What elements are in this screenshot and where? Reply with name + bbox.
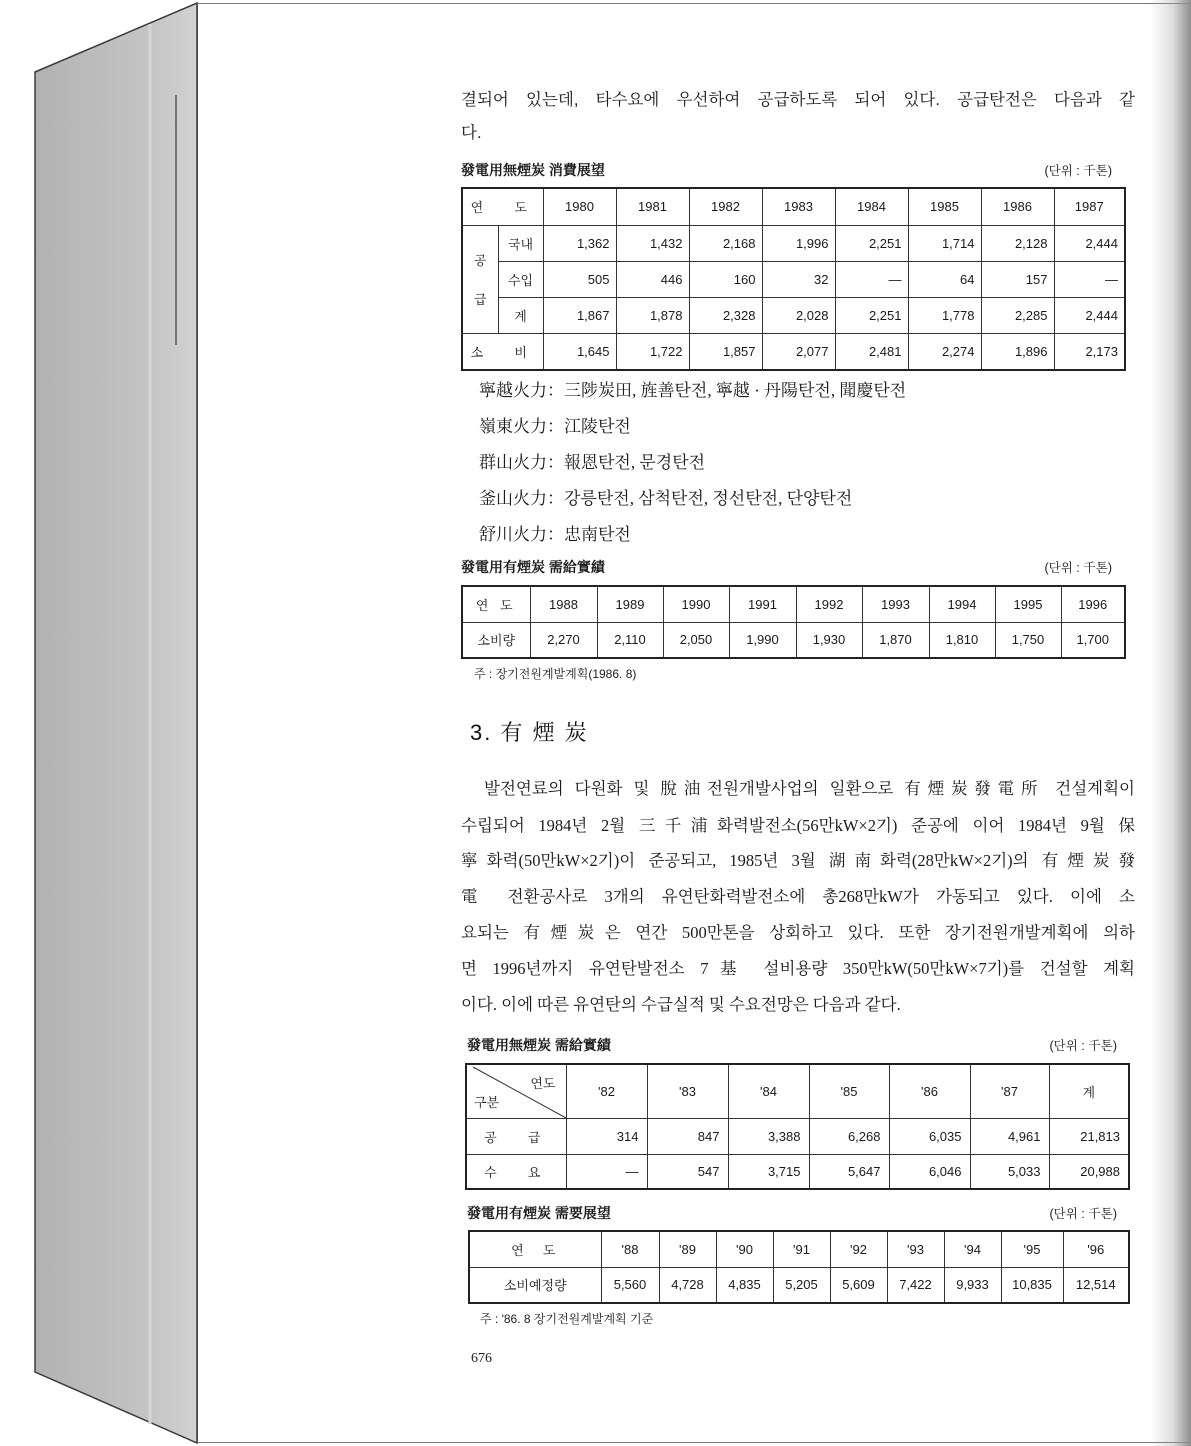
table1-anthracite-consumption bbox=[461, 187, 1126, 371]
year-cell: '90 bbox=[716, 1231, 773, 1267]
value-cell: 2,444 bbox=[1054, 225, 1125, 261]
value-cell: 10,835 bbox=[1001, 1267, 1063, 1303]
intro-line-2: 다. bbox=[461, 124, 482, 142]
year-cell: '87 bbox=[970, 1064, 1049, 1118]
table4-note: 주 : '86. 8 장기전원계발계획 기준 bbox=[480, 1312, 654, 1326]
value-cell: 2,285 bbox=[981, 297, 1054, 333]
value-cell: 1,700 bbox=[1061, 622, 1125, 658]
plant-line-2: 嶺東火力：江陵탄전 bbox=[479, 417, 631, 436]
paragraph-line-5: 요되는 有煙炭은 연간 500만톤을 상회하고 있다. 또한 장기전원개발계획에 의하 bbox=[461, 923, 1135, 942]
year-cell: '83 bbox=[647, 1064, 728, 1118]
year-cell: 1986 bbox=[981, 188, 1054, 225]
year-header-cell: 연 도 bbox=[462, 188, 543, 225]
value-cell: 6,035 bbox=[889, 1118, 970, 1154]
year-cell: 1990 bbox=[663, 586, 729, 622]
value-cell: 2,028 bbox=[762, 297, 835, 333]
value-cell: 1,432 bbox=[616, 225, 689, 261]
value-cell: 5,033 bbox=[970, 1154, 1049, 1189]
page-number: 676 bbox=[471, 1351, 492, 1366]
value-cell: — bbox=[835, 261, 908, 297]
value-cell: 5,647 bbox=[809, 1154, 889, 1189]
year-cell: '84 bbox=[728, 1064, 809, 1118]
year-cell: 1980 bbox=[543, 188, 616, 225]
row-label: 수 요 bbox=[466, 1154, 566, 1189]
value-cell: 21,813 bbox=[1049, 1118, 1129, 1154]
table3-unit: (단위 : 千톤) bbox=[1049, 1039, 1117, 1053]
value-cell: 64 bbox=[908, 261, 981, 297]
value-cell: 7,422 bbox=[887, 1267, 944, 1303]
value-cell: 9,933 bbox=[944, 1267, 1001, 1303]
value-cell: 2,168 bbox=[689, 225, 762, 261]
plant-line-4: 釜山火力：강릉탄전, 삼척탄전, 정선탄전, 단양탄전 bbox=[479, 489, 853, 508]
value-cell: 1,714 bbox=[908, 225, 981, 261]
year-cell: '92 bbox=[830, 1231, 887, 1267]
table2-bituminous-supply bbox=[461, 585, 1126, 659]
page-right-shadow bbox=[1150, 0, 1191, 1446]
value-cell: 1,896 bbox=[981, 333, 1054, 370]
book-page-stack bbox=[0, 0, 200, 1446]
year-cell: '88 bbox=[601, 1231, 659, 1267]
year-cell: 1996 bbox=[1061, 586, 1125, 622]
supply-group-cell bbox=[462, 225, 498, 333]
value-cell: 1,645 bbox=[543, 333, 616, 370]
value-cell: 847 bbox=[647, 1118, 728, 1154]
year-cell: 계 bbox=[1049, 1064, 1129, 1118]
table2-value-row bbox=[462, 622, 1125, 658]
value-cell: 5,560 bbox=[601, 1267, 659, 1303]
corner-diagonal-cell bbox=[466, 1064, 566, 1118]
table4-header-row bbox=[469, 1231, 1129, 1267]
value-cell: 2,481 bbox=[835, 333, 908, 370]
plant-line-3: 群山火力：報恩탄전, 문경탄전 bbox=[479, 453, 706, 472]
table1-header-row bbox=[462, 188, 1125, 225]
value-cell: 2,110 bbox=[597, 622, 663, 658]
value-cell: 1,857 bbox=[689, 333, 762, 370]
supply-label-bottom: 급 bbox=[473, 292, 487, 307]
value-cell: 2,328 bbox=[689, 297, 762, 333]
value-cell: 4,961 bbox=[970, 1118, 1049, 1154]
value-cell: 1,750 bbox=[995, 622, 1061, 658]
value-cell: 2,128 bbox=[981, 225, 1054, 261]
value-cell: 5,609 bbox=[830, 1267, 887, 1303]
paragraph-line-6: 면 1996년까지 유연탄발전소 7基 설비용량 350만kW(50만kW×7기)를 건설할 계획 bbox=[461, 959, 1135, 978]
table1-supply-row bbox=[462, 261, 1125, 297]
corner-label-category: 구분 bbox=[474, 1094, 500, 1110]
table1-supply-row bbox=[462, 225, 1125, 261]
year-cell: 1985 bbox=[908, 188, 981, 225]
year-cell: 1991 bbox=[729, 586, 796, 622]
value-cell: 3,388 bbox=[728, 1118, 809, 1154]
value-cell: 2,173 bbox=[1054, 333, 1125, 370]
value-cell: 6,046 bbox=[889, 1154, 970, 1189]
year-cell: '91 bbox=[773, 1231, 830, 1267]
value-cell: 1,870 bbox=[862, 622, 929, 658]
value-cell: 1,722 bbox=[616, 333, 689, 370]
value-cell: 1,996 bbox=[762, 225, 835, 261]
year-cell: 1982 bbox=[689, 188, 762, 225]
paragraph-line-4: 電 전환공사로 3개의 유연탄화력발전소에 총268만kW가 가동되고 있다. 이에 소 bbox=[461, 887, 1135, 906]
value-cell: 1,878 bbox=[616, 297, 689, 333]
table2-header-row bbox=[462, 586, 1125, 622]
table3-supply-demand bbox=[465, 1063, 1130, 1190]
year-cell: '86 bbox=[889, 1064, 970, 1118]
value-cell: 446 bbox=[616, 261, 689, 297]
table3-title: 發電用無煙炭 需給實績 bbox=[467, 1037, 611, 1053]
table4-title: 發電用有煙炭 需要展望 bbox=[467, 1205, 611, 1221]
table4-demand-outlook bbox=[468, 1230, 1130, 1304]
section-heading: 3. 有 煙 炭 bbox=[470, 720, 589, 745]
table2-title: 發電用有煙炭 需給實績 bbox=[461, 559, 605, 575]
year-cell: 1992 bbox=[796, 586, 862, 622]
year-cell: '96 bbox=[1063, 1231, 1129, 1267]
year-cell: 1987 bbox=[1054, 188, 1125, 225]
value-cell: 2,251 bbox=[835, 225, 908, 261]
value-cell: 314 bbox=[566, 1118, 647, 1154]
value-cell: 1,867 bbox=[543, 297, 616, 333]
year-cell: 1995 bbox=[995, 586, 1061, 622]
paragraph-line-2: 수립되어 1984년 2월 三千浦화력발전소(56만kW×2기) 준공에 이어 1984년 9월 保 bbox=[461, 816, 1135, 835]
year-cell: '95 bbox=[1001, 1231, 1063, 1267]
paragraph-line-3: 寧화력(50만kW×2기)이 준공되고, 1985년 3월 湖南화력(28만kW×2기)의 有煙炭發 bbox=[461, 851, 1135, 870]
year-cell: 1981 bbox=[616, 188, 689, 225]
supply-group-label bbox=[463, 250, 498, 308]
year-cell: 1988 bbox=[530, 586, 597, 622]
table1-caption bbox=[461, 160, 1112, 180]
row-label: 소비예정량 bbox=[469, 1267, 601, 1303]
value-cell: 505 bbox=[543, 261, 616, 297]
value-cell: 160 bbox=[689, 261, 762, 297]
value-cell: 20,988 bbox=[1049, 1154, 1129, 1189]
year-cell: 1983 bbox=[762, 188, 835, 225]
intro-line-1: 결되어 있는데, 타수요에 우선하여 공급하도록 되어 있다. 공급탄전은 다음과 같 bbox=[461, 91, 1135, 109]
consumption-label: 소 비 bbox=[462, 333, 543, 370]
value-cell: 2,050 bbox=[663, 622, 729, 658]
value-cell: — bbox=[566, 1154, 647, 1189]
year-cell: 1993 bbox=[862, 586, 929, 622]
year-cell: '94 bbox=[944, 1231, 1001, 1267]
corner-label-year: 연도 bbox=[530, 1076, 556, 1091]
value-cell: 157 bbox=[981, 261, 1054, 297]
table3-header-row bbox=[466, 1064, 1129, 1118]
value-cell: 4,835 bbox=[716, 1267, 773, 1303]
year-header-cell: 연 도 bbox=[469, 1231, 601, 1267]
value-cell: 6,268 bbox=[809, 1118, 889, 1154]
supply-row-label: 국내 bbox=[498, 225, 543, 261]
value-cell: — bbox=[1054, 261, 1125, 297]
value-cell: 2,077 bbox=[762, 333, 835, 370]
table2-unit: (단위 : 千톤) bbox=[1044, 561, 1112, 575]
table2-caption bbox=[461, 557, 1112, 577]
paragraph-line-7: 이다. 이에 따른 유연탄의 수급실적 및 수요전망은 다음과 같다. bbox=[461, 995, 901, 1014]
year-cell: 1989 bbox=[597, 586, 663, 622]
year-header-cell: 연 도 bbox=[462, 586, 530, 622]
value-cell: 1,810 bbox=[929, 622, 995, 658]
table3-data-row bbox=[466, 1118, 1129, 1154]
table2-note: 주 : 장기전원계발계획(1986. 8) bbox=[474, 667, 637, 681]
value-cell: 2,251 bbox=[835, 297, 908, 333]
value-cell: 32 bbox=[762, 261, 835, 297]
year-cell: 1984 bbox=[835, 188, 908, 225]
table3-caption bbox=[467, 1035, 1117, 1055]
plant-line-1: 寧越火力：三陟炭田, 旌善탄전, 寧越 · 丹陽탄전, 聞慶탄전 bbox=[479, 381, 907, 400]
year-cell: '93 bbox=[887, 1231, 944, 1267]
value-cell: 1,930 bbox=[796, 622, 862, 658]
value-cell: 2,274 bbox=[908, 333, 981, 370]
supply-label-top: 공 bbox=[473, 253, 487, 268]
value-cell: 4,728 bbox=[659, 1267, 716, 1303]
value-cell: 547 bbox=[647, 1154, 728, 1189]
table1-consumption-row bbox=[462, 333, 1125, 370]
table1-title: 發電用無煙炭 消費展望 bbox=[461, 162, 605, 178]
supply-row-label: 수입 bbox=[498, 261, 543, 297]
value-cell: 1,362 bbox=[543, 225, 616, 261]
paragraph-line-1: 발전연료의 다원화 및 脫油전원개발사업의 일환으로 有煙炭發電所 건설계획이 bbox=[484, 779, 1135, 798]
value-cell: 3,715 bbox=[728, 1154, 809, 1189]
value-cell: 1,990 bbox=[729, 622, 796, 658]
value-cell: 5,205 bbox=[773, 1267, 830, 1303]
value-cell: 2,444 bbox=[1054, 297, 1125, 333]
supply-row-label: 계 bbox=[498, 297, 543, 333]
table1-supply-row bbox=[462, 297, 1125, 333]
year-cell: '82 bbox=[566, 1064, 647, 1118]
table4-value-row bbox=[469, 1267, 1129, 1303]
row-label: 공 급 bbox=[466, 1118, 566, 1154]
table1-unit: (단위 : 千톤) bbox=[1044, 164, 1112, 178]
table3-data-row bbox=[466, 1154, 1129, 1189]
year-cell: '89 bbox=[659, 1231, 716, 1267]
table4-unit: (단위 : 千톤) bbox=[1049, 1207, 1117, 1221]
row-label: 소비량 bbox=[462, 622, 530, 658]
value-cell: 12,514 bbox=[1063, 1267, 1129, 1303]
plant-line-5: 舒川火力：忠南탄전 bbox=[479, 525, 631, 544]
page-stack-face bbox=[35, 3, 197, 1443]
value-cell: 1,778 bbox=[908, 297, 981, 333]
year-cell: '85 bbox=[809, 1064, 889, 1118]
table4-caption bbox=[467, 1203, 1117, 1223]
value-cell: 2,270 bbox=[530, 622, 597, 658]
year-cell: 1994 bbox=[929, 586, 995, 622]
